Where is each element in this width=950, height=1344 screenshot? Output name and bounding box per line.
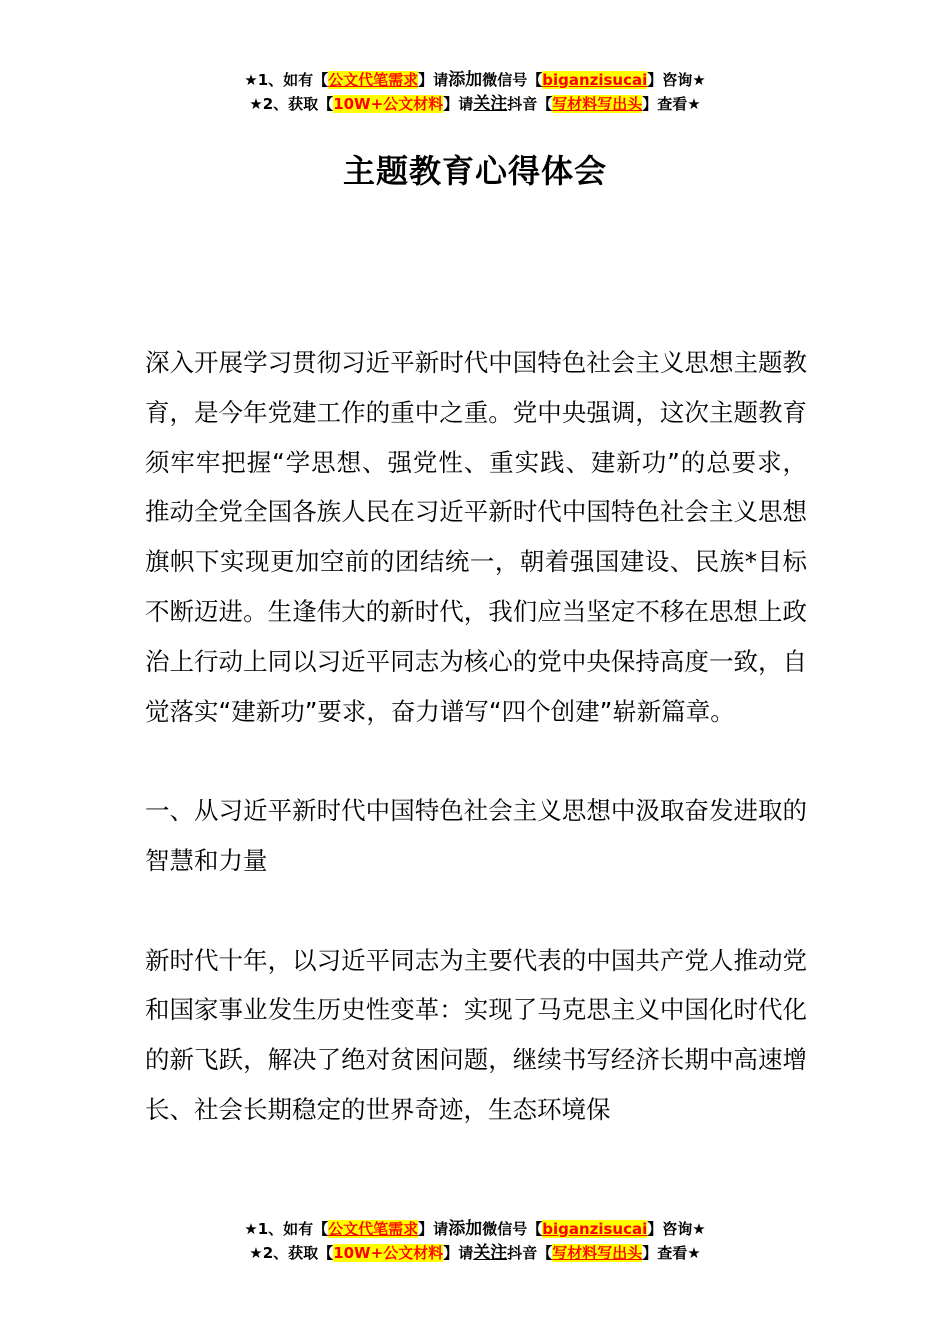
banner-emphasis: 添加 xyxy=(448,1219,483,1239)
banner-text: 】请 xyxy=(443,1244,474,1262)
document-body xyxy=(145,338,807,1135)
banner-highlight: 写材料写出头 xyxy=(552,1244,643,1262)
intro-paragraph: 深入开展学习贯彻习近平新时代中国特色社会主义思想主题教育，是今年党建工作的重中之重。党中央强调，这次主题教育须牢牢把握“学思想、强党性、重实践、建新功”的总要求，推动全党全国各族人民在习近平新时代中国特色社会主义思想旗帜下实现更加空前的团结统一，朝着强国建设、民族*目标不断迈进。生逢伟大的新时代，我们应当坚定不移在思想上政治上行动上同以习近平同志为核心的党中央保持高度一致，自觉落实“建新功”要求，奋力谱写“四个创建”崭新篇章。 xyxy=(145,348,807,726)
banner-line-2 xyxy=(0,92,950,116)
banner-highlight: 写材料写出头 xyxy=(552,95,643,113)
banner-text: ★2、获取【 xyxy=(249,95,334,113)
banner-text: 抖音【 xyxy=(507,95,553,113)
banner-line-2 xyxy=(0,1241,950,1265)
banner-emphasis: 添加 xyxy=(448,70,483,90)
banner-text: ★1、如有【 xyxy=(244,71,329,89)
banner-text: 】查看★ xyxy=(642,95,701,113)
banner-emphasis: 关注 xyxy=(473,1243,508,1263)
banner-text: 】咨询★ xyxy=(647,1220,706,1238)
banner-emphasis: 关注 xyxy=(473,94,508,114)
banner-highlight: 10W+公文材料 xyxy=(333,95,444,113)
banner-text: 】查看★ xyxy=(642,1244,701,1262)
banner-line-1 xyxy=(0,68,950,92)
banner-text: 抖音【 xyxy=(507,1244,553,1262)
banner-line-1 xyxy=(0,1217,950,1241)
banner-text: 】咨询★ xyxy=(647,71,706,89)
document-title: 主题教育心得体会 xyxy=(342,152,607,190)
banner-text: 】请 xyxy=(443,95,474,113)
banner-text: 微信号【 xyxy=(482,1220,543,1238)
banner-highlight: 10W+公文材料 xyxy=(333,1244,444,1262)
header-banner xyxy=(0,68,950,116)
footer-banner xyxy=(0,1217,950,1265)
banner-highlight: 公文代笔需求 xyxy=(328,1220,419,1238)
section-heading: 一、从习近平新时代中国特色社会主义思想中汲取奋发进取的智慧和力量 xyxy=(145,796,807,875)
banner-highlight: biganzisucai xyxy=(542,71,648,89)
banner-text: 微信号【 xyxy=(482,71,543,89)
banner-text: ★2、获取【 xyxy=(249,1244,334,1262)
banner-text: ★1、如有【 xyxy=(244,1220,329,1238)
banner-text: 】请 xyxy=(418,71,449,89)
banner-text: 】请 xyxy=(418,1220,449,1238)
banner-highlight: 公文代笔需求 xyxy=(328,71,419,89)
banner-highlight: biganzisucai xyxy=(542,1220,648,1238)
body-paragraph: 新时代十年，以习近平同志为主要代表的中国共产党人推动党和国家事业发生历史性变革：实现了马克思主义中国化时代化的新飞跃，解决了绝对贫困问题，继续书写经济长期中高速增长、社会长期稳定的世界奇迹，生态环境保 xyxy=(145,945,807,1124)
